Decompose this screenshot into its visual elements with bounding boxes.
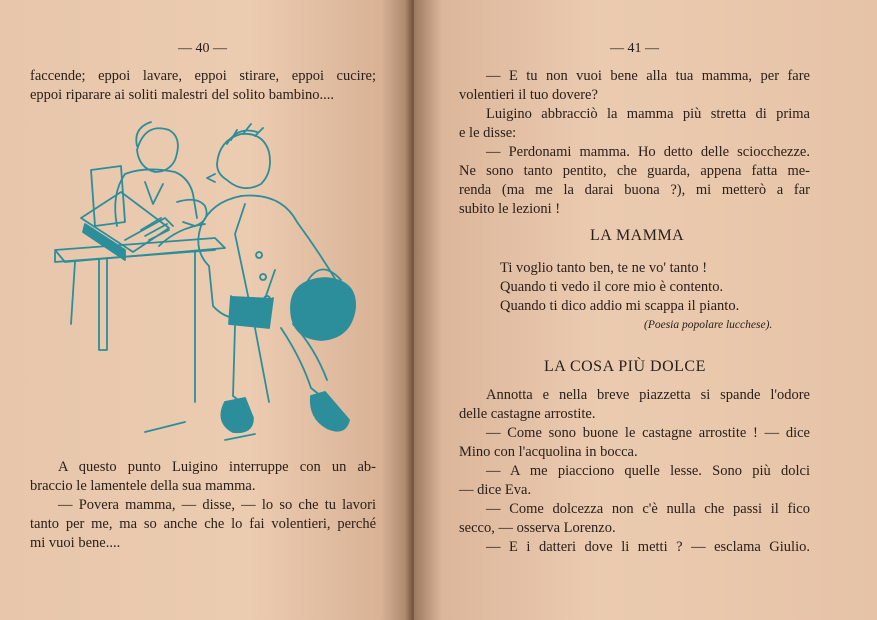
text-line: — A me piacciono quelle lesse. Sono più dolci — [486, 463, 810, 479]
text-line: Luigino abbracciò la mamma più stretta di prima — [486, 106, 810, 122]
left-page — [0, 0, 414, 620]
text-line: braccio le lamentele della sua mamma. — [30, 478, 256, 494]
right-page — [414, 0, 877, 620]
poem-title: LA MAMMA — [590, 227, 685, 244]
text-line: — E tu non vuoi bene alla tua mamma, per fare — [486, 68, 810, 84]
poem-line: Quando ti dico addio mi scappa il pianto. — [500, 298, 740, 314]
text-line: Annotta e nella breve piazzetta si spande l'odore — [486, 387, 810, 403]
text-line: — Come sono buone le castagne arrostite ! — dice — [486, 425, 810, 441]
text-line: — Perdonami mamma. Ho detto delle sciocchezze. — [486, 144, 810, 160]
page-number-right: — 41 — — [610, 41, 659, 56]
text-line: volentieri il tuo dovere? — [459, 87, 598, 103]
text-line: secco, — osserva Lorenzo. — [459, 520, 616, 536]
text-line: — E i datteri dove li metti ? — esclama Giulio. — [486, 539, 810, 555]
text-line: Mino con l'acquolina in bocca. — [459, 444, 638, 460]
mother-and-boy-illustration — [45, 112, 365, 447]
text-line: Ne sono tanto pentito, che guarda, appena fatta me- — [459, 163, 810, 179]
text-line: mi vuoi bene.... — [30, 535, 121, 551]
text-line: delle castagne arrostite. — [459, 406, 596, 422]
text-line: A questo punto Luigino interruppe con un ab- — [58, 459, 376, 475]
text-line: — dice Eva. — [459, 482, 532, 498]
page-number-left: — 40 — — [178, 41, 227, 56]
text-line: eppoi riparare ai soliti malestri del solito bambino.... — [30, 87, 335, 103]
text-line: — Come dolcezza non c'è nulla che passi il fico — [486, 501, 810, 517]
poem-line: Quando ti vedo il core mio è contento. — [500, 279, 724, 295]
text-line: faccende; eppoi lavare, eppoi stirare, eppoi cucire; — [30, 68, 376, 84]
text-line: tanto per me, ma so anche che lo fai volentieri, perché — [30, 516, 376, 532]
text-line: renda (ma me la darai buona ?), mi metterò a far — [459, 182, 810, 198]
poem-credit: (Poesia popolare lucchese). — [644, 319, 773, 331]
section-title: LA COSA PIÙ DOLCE — [544, 358, 706, 375]
text-line: e le disse: — [459, 125, 517, 141]
text-line: subito le lezioni ! — [459, 201, 561, 217]
poem-line: Ti voglio tanto ben, te ne vo' tanto ! — [500, 260, 708, 276]
text-line: — Povera mamma, — disse, — lo so che tu lavori — [58, 497, 376, 513]
